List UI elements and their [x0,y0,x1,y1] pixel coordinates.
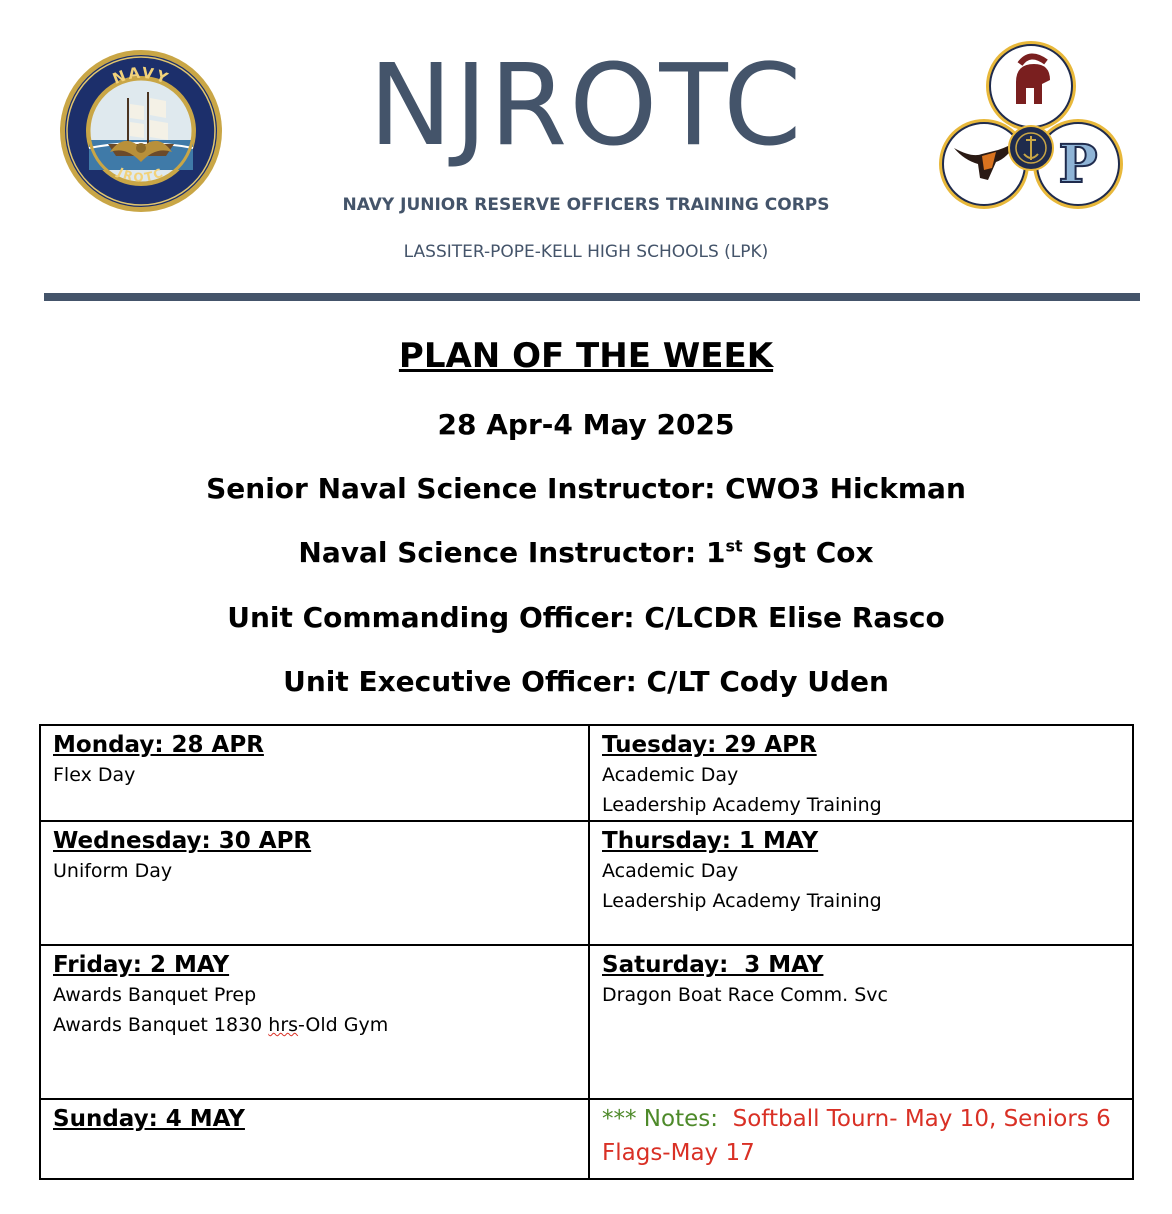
schedule-cell-saturday [590,946,1132,1098]
schedule-item: Uniform Day [53,860,173,882]
staff-line-executive-officer [0,665,1172,699]
seal-top-text: NAVY [110,63,173,89]
notes-body: Softball Tourn- May 10, Seniors 6 Flags-May 17 [602,1106,1111,1166]
schedule-item: Academic Day [602,860,739,882]
staff-name: 1st Sgt Cox [705,536,874,569]
staff-label: Naval Science Instructor: [298,536,697,569]
school-logos-cluster [938,40,1124,212]
day-heading: Sunday: 4 MAY [53,1106,245,1132]
notes-text [602,1102,1120,1170]
svg-text:P: P [1058,134,1098,195]
date-range: 28 Apr-4 May 2025 [437,408,735,441]
schedule-item: Awards Banquet Prep [53,984,257,1006]
schedule-item: Academic Day [602,764,739,786]
spartan-helmet-logo [986,41,1076,131]
schedule-cell-monday [41,726,588,820]
njrotc-emblem-logo [1009,126,1053,170]
brand-subtitle: NAVY JUNIOR RESERVE OFFICERS TRAINING CORPS [342,195,830,215]
schedule-item: Leadership Academy Training [602,794,882,816]
staff-label: Senior Naval Science Instructor: [206,472,716,505]
schedule-item: Flex Day [53,764,136,786]
seal-bottom-text: JROTC [115,164,167,185]
schedule-cell-friday [41,946,588,1098]
day-heading: Friday: 2 MAY [53,952,230,978]
staff-name: CWO3 Hickman [725,472,966,505]
schedule-item: Dragon Boat Race Comm. Svc [602,984,888,1006]
staff-name: C/LT Cody Uden [646,665,889,698]
staff-line-commanding-officer [0,601,1172,635]
day-heading: Saturday: 3 MAY [602,952,824,978]
schedule-cell-notes [590,1100,1132,1178]
weekly-schedule-table [39,724,1134,1180]
staff-label: Unit Executive Officer: [283,665,637,698]
brand-title: NJROTC [368,41,804,171]
day-heading: Thursday: 1 MAY [602,828,819,854]
notes-prefix: *** Notes: [602,1106,733,1132]
staff-line-instructor [0,536,1172,570]
schedule-cell-sunday [41,1100,588,1178]
schedule-item: Leadership Academy Training [602,890,882,912]
schedule-cell-tuesday [590,726,1132,820]
plan-title: PLAN OF THE WEEK [398,336,774,376]
day-heading: Monday: 28 APR [53,732,264,758]
staff-label: Unit Commanding Officer: [227,601,635,634]
day-heading: Wednesday: 30 APR [53,828,312,854]
schedule-cell-thursday [590,822,1132,944]
spellcheck-flag: hrs [268,1014,299,1036]
staff-line-senior-instructor [0,472,1172,506]
brand-school: LASSITER-POPE-KELL HIGH SCHOOLS (LPK) [403,242,769,262]
staff-name: C/LCDR Elise Rasco [644,601,945,634]
schedule-item: Awards Banquet 1830 hrs-Old Gym [53,1014,389,1036]
header-divider [44,293,1140,301]
schedule-cell-wednesday [41,822,588,944]
day-heading: Tuesday: 29 APR [602,732,817,758]
